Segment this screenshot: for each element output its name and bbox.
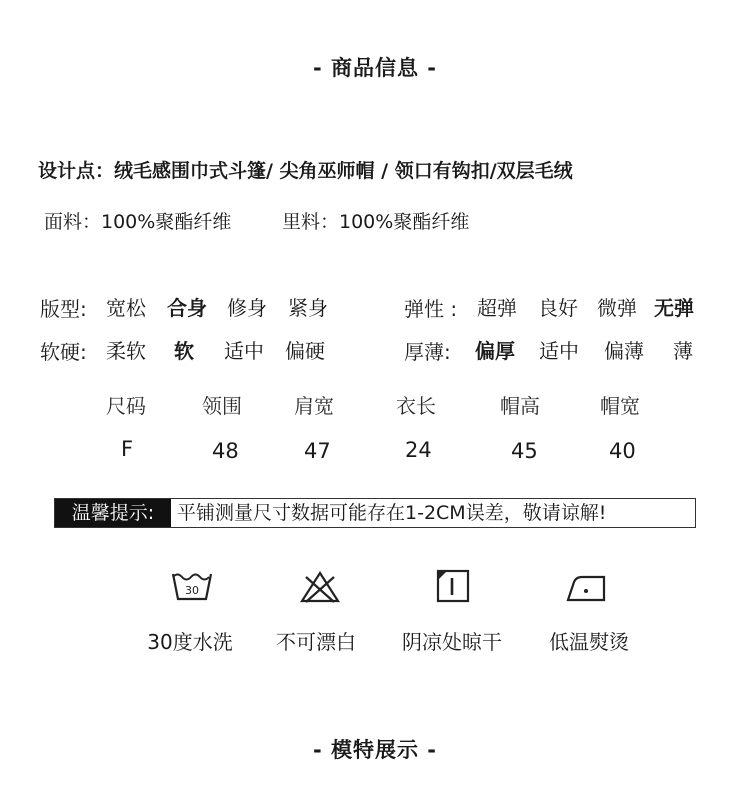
shade-dry-icon (431, 568, 475, 604)
softness-option-medium: 适中 (224, 339, 264, 363)
care-label-low-iron: 低温熨烫 (549, 630, 629, 654)
size-cell-size: F (121, 437, 134, 461)
fit-label: 版型: (40, 297, 87, 321)
section-title-info: - 商品信息 - (312, 56, 438, 80)
softness-option-hard: 偏硬 (285, 339, 325, 363)
size-cell-shoulder: 47 (304, 439, 331, 463)
fit-option-tight: 紧身 (288, 296, 328, 320)
elasticity-label: 弹性 : (404, 297, 458, 321)
size-cell-length: 24 (405, 438, 432, 462)
size-cell-neck: 48 (212, 439, 239, 463)
care-label-wash: 30度水洗 (147, 630, 233, 654)
size-header-size: 尺码 (106, 394, 146, 418)
fabric-lining: 里料：100%聚酯纤维 (282, 211, 470, 233)
tip-label: 温馨提示: (55, 499, 171, 527)
design-points: 设计点：绒毛感围巾式斗篷/ 尖角巫师帽 / 领口有钩扣/双层毛绒 (38, 160, 573, 182)
size-header-length: 衣长 (396, 394, 436, 418)
size-cell-hood-height: 45 (511, 439, 538, 463)
care-label-no-bleach: 不可漂白 (276, 630, 356, 654)
thickness-label: 厚薄: (404, 340, 451, 364)
elasticity-option-slight: 微弹 (597, 296, 637, 320)
softness-option-soft: 软 (174, 339, 194, 363)
low-iron-icon (564, 570, 608, 606)
softness-label: 软硬: (40, 340, 87, 364)
no-bleach-icon (298, 569, 342, 605)
size-cell-hood-width: 40 (609, 439, 636, 463)
wash-30-icon (170, 567, 214, 603)
fabric-shell: 面料：100%聚酯纤维 (44, 211, 232, 233)
care-label-shade-dry: 阴凉处晾干 (402, 630, 502, 654)
thickness-option-thinnish: 偏薄 (604, 339, 644, 363)
fit-option-loose: 宽松 (106, 296, 146, 320)
size-header-hood-height: 帽高 (500, 394, 540, 418)
thickness-option-thin: 薄 (673, 339, 693, 363)
tip-text: 平铺测量尺寸数据可能存在1-2CM误差，敬请谅解! (177, 502, 607, 524)
fit-option-regular: 合身 (167, 296, 207, 320)
elasticity-option-good: 良好 (538, 296, 578, 320)
size-header-neck: 领围 (202, 394, 242, 418)
section-title-model: - 模特展示 - (312, 738, 438, 762)
softness-option-very-soft: 柔软 (106, 339, 146, 363)
size-header-hood-width: 帽宽 (600, 394, 640, 418)
tip-box (54, 498, 696, 528)
wash-temp-text: 30 (185, 584, 199, 597)
thickness-option-medium: 适中 (539, 339, 579, 363)
elasticity-option-none: 无弹 (654, 296, 694, 320)
fit-option-slim: 修身 (227, 296, 267, 320)
size-header-shoulder: 肩宽 (294, 394, 334, 418)
elasticity-option-super: 超弹 (477, 296, 517, 320)
thickness-option-thick: 偏厚 (475, 339, 515, 363)
